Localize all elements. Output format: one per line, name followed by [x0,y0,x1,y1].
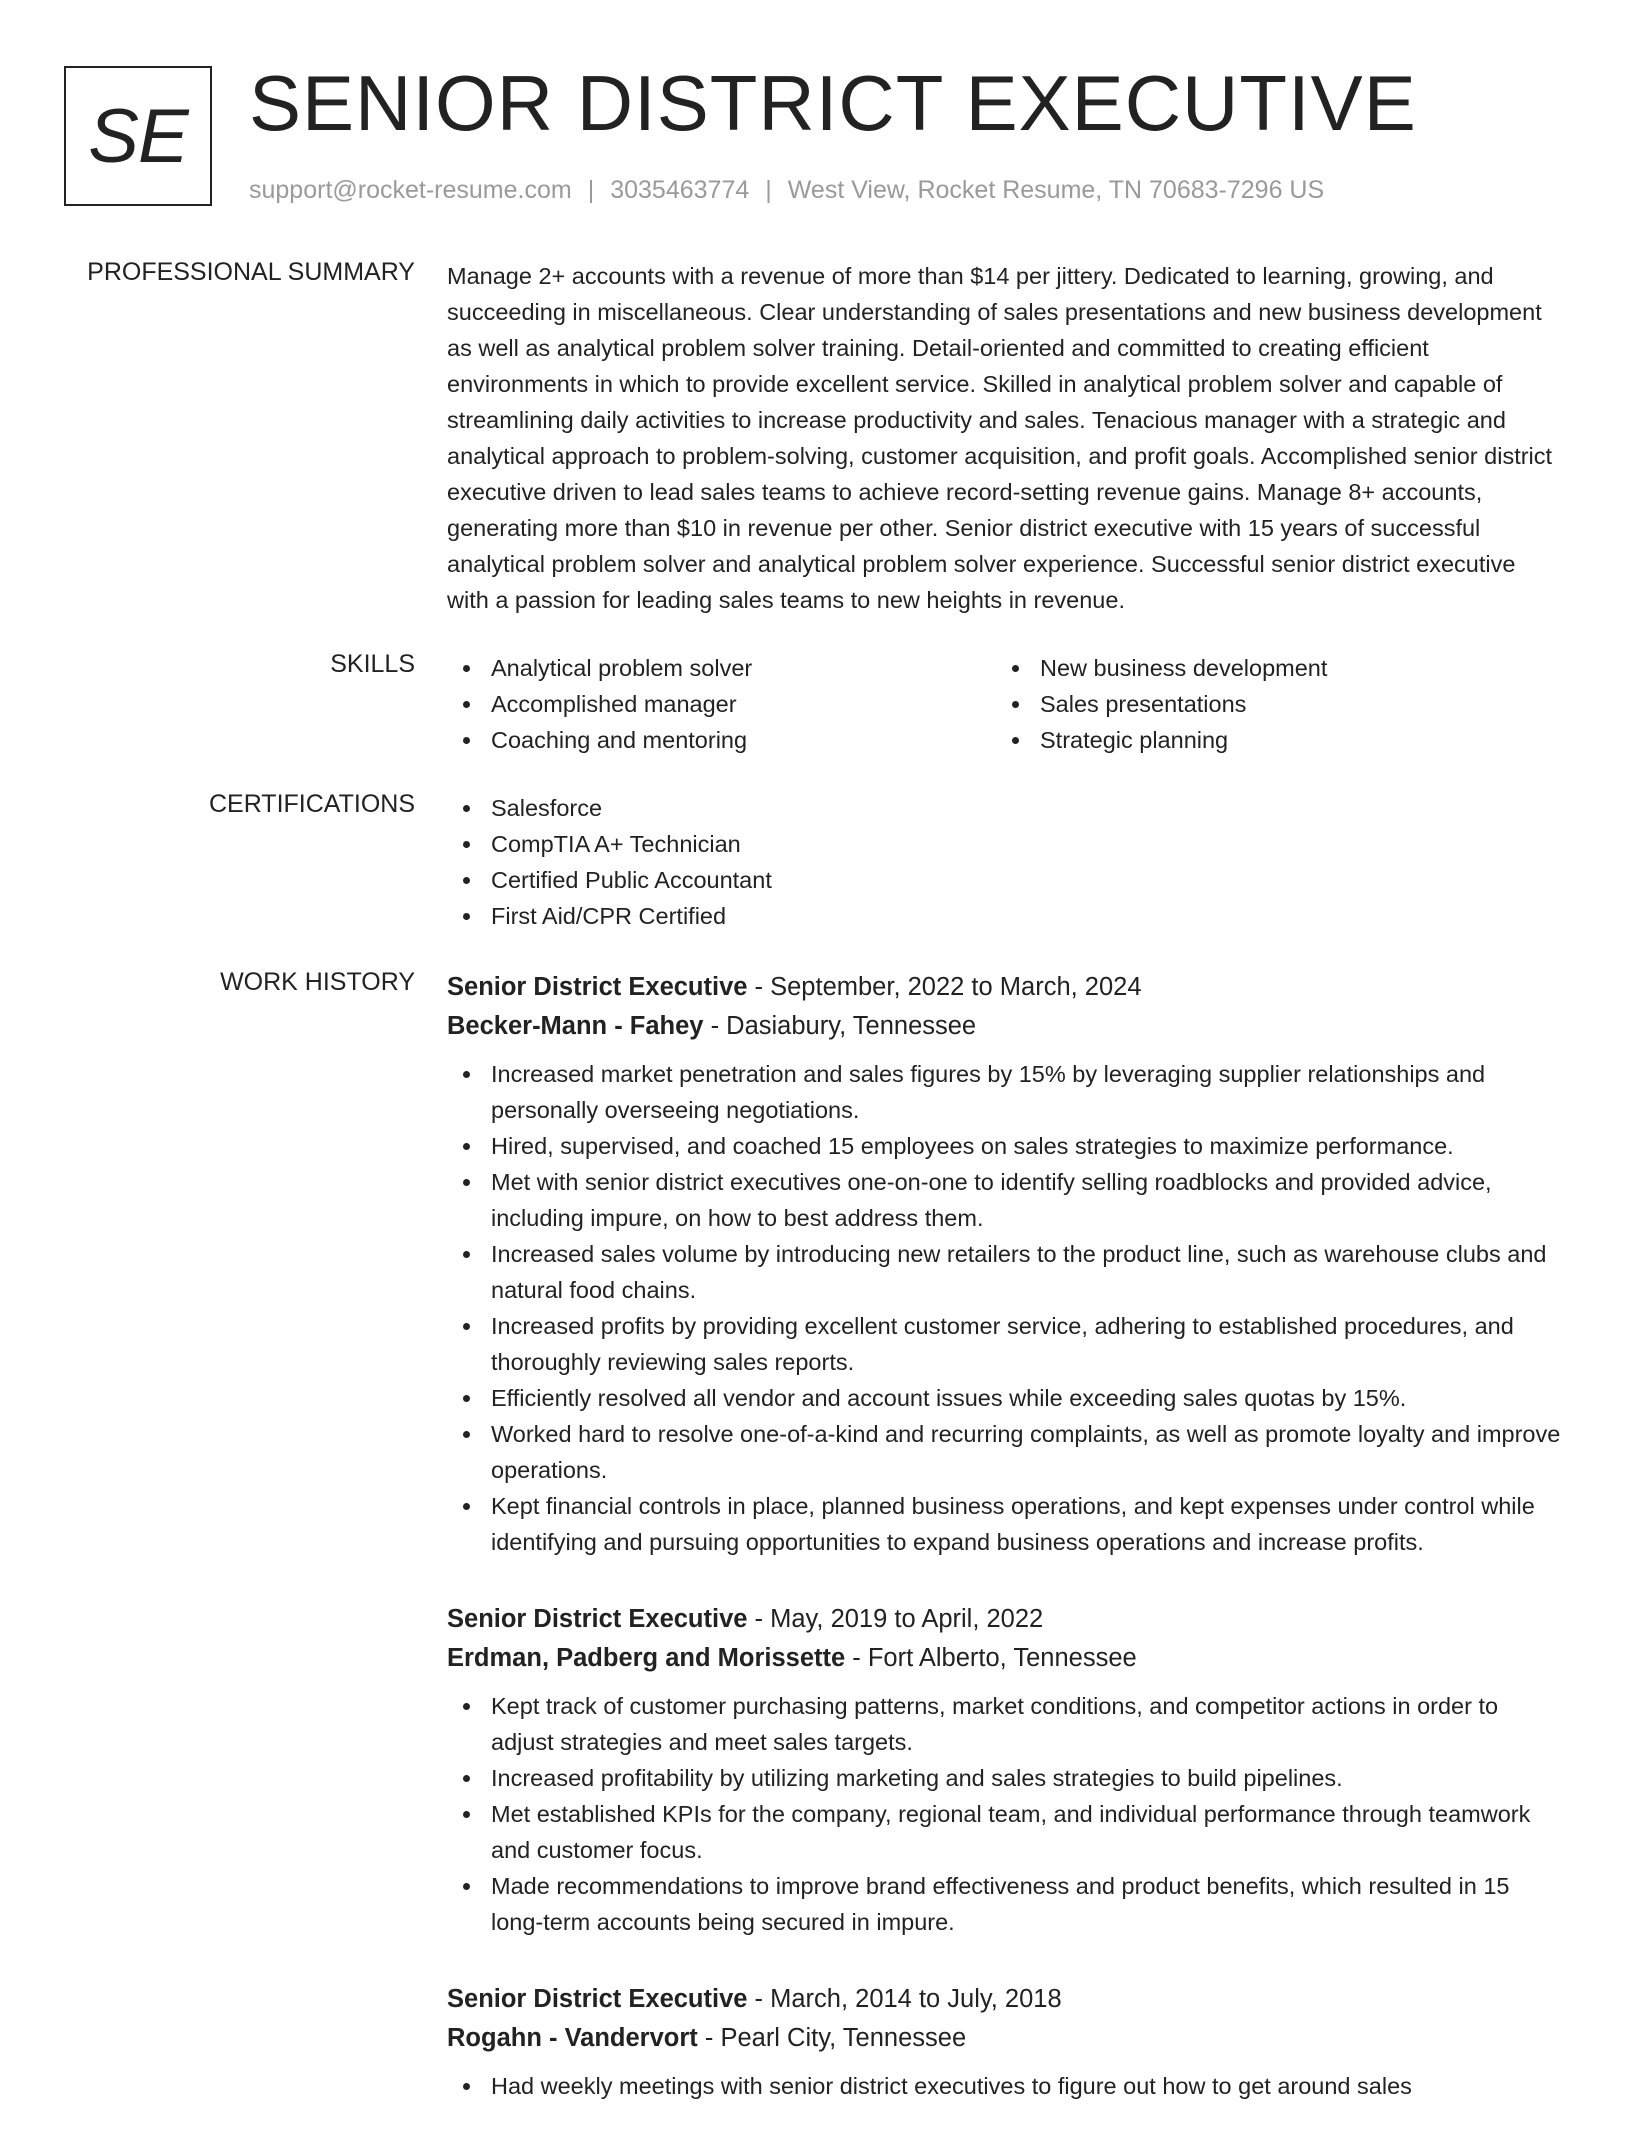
job-dates: - May, 2019 to April, 2022 [747,1605,1044,1633]
job-title-line [447,1980,1563,2019]
job-company: Erdman, Padberg and Morissette [447,1644,846,1672]
job-bullet: Efficiently resolved all vendor and account issues while exceeding sales quotas by 15%. [447,1380,1563,1416]
skills-list-right [996,650,1545,758]
skill-item: Accomplished manager [447,686,996,722]
job-dates: - March, 2014 to July, 2018 [747,1985,1062,2013]
contact-separator: | [587,176,595,204]
job-company: Becker-Mann - Fahey [447,1012,704,1040]
job-bullet: Made recommendations to improve brand effectiveness and product benefits, which resulted in 15 long-term accounts being secured in impure. [447,1868,1563,1940]
job-bullets [447,1056,1563,1560]
job-dates: - September, 2022 to March, 2024 [747,973,1142,1001]
certifications-body [447,790,1563,934]
job-entry [447,1980,1563,2104]
job-entry [447,1600,1563,1940]
contact-email[interactable]: support@rocket-resume.com [249,176,572,204]
skill-item: New business development [996,650,1545,686]
job-bullet: Hired, supervised, and coached 15 employees on sales strategies to maximize performance. [447,1128,1563,1164]
job-location: - Pearl City, Tennessee [697,2024,967,2052]
job-title: Senior District Executive [447,973,748,1001]
job-bullet: Met with senior district executives one-on-one to identify selling roadblocks and provided advice, including impure, on how to best address them. [447,1164,1563,1236]
summary-body [447,258,1563,618]
job-bullets [447,2068,1563,2104]
job-title: Senior District Executive [447,1985,748,2013]
job-bullet: Increased profits by providing excellent customer service, adhering to established procedures, and thoroughly reviewing sales reports. [447,1308,1563,1380]
job-title-line [447,1600,1563,1639]
skills-list-left [447,650,996,758]
job-title: Senior District Executive [447,1605,748,1633]
skill-item: Sales presentations [996,686,1545,722]
job-title-line [447,968,1563,1007]
job-company-line [447,1639,1563,1678]
job-location: - Dasiabury, Tennessee [703,1012,977,1040]
job-bullet: Kept financial controls in place, planned business operations, and kept expenses under control while identifying and pursuing opportunities to expand business operations and increase profits. [447,1488,1563,1560]
certifications-heading: CERTIFICATIONS [208,790,415,818]
contact-phone[interactable]: 3035463774 [610,176,750,204]
job-bullet: Met established KPIs for the company, regional team, and individual performance through teamwork and customer focus. [447,1796,1563,1868]
monogram-initials: SE [88,93,188,179]
job-bullet: Increased sales volume by introducing new retailers to the product line, such as warehouse clubs and natural food chains. [447,1236,1563,1308]
certification-item: CompTIA A+ Technician [447,826,1563,862]
resume-title: SENIOR DISTRICT EXECUTIVE [249,59,1417,147]
contact-address: West View, Rocket Resume, TN 70683-7296 US [787,176,1325,204]
certifications-list [447,790,1563,934]
skill-item: Coaching and mentoring [447,722,996,758]
job-bullet: Increased profitability by utilizing marketing and sales strategies to build pipelines. [447,1760,1563,1796]
job-location: - Fort Alberto, Tennessee [845,1644,1137,1672]
job-bullet: Increased market penetration and sales figures by 15% by leveraging supplier relationships and personally overseeing negotiations. [447,1056,1563,1128]
job-bullet: Worked hard to resolve one-of-a-kind and recurring complaints, as well as promote loyalty and improve operations. [447,1416,1563,1488]
job-company-line [447,1007,1563,1046]
certification-item: Salesforce [447,790,1563,826]
job-company-line [447,2019,1563,2058]
monogram-box [64,66,212,206]
job-company: Rogahn - Vandervort [447,2024,698,2052]
contact-separator: | [765,176,772,204]
work-history-heading: WORK HISTORY [220,968,415,996]
job-bullets [447,1688,1563,1940]
skills-body [447,650,1563,758]
work-history-body [447,968,1563,2144]
skill-item: Analytical problem solver [447,650,996,686]
skill-item: Strategic planning [996,722,1545,758]
summary-text: Manage 2+ accounts with a revenue of more than $14 per jittery. Dedicated to learning, growing, and succeeding in miscellaneous. Clear understanding of sales presentations and new business development as well as analytical problem solver training. Detail-oriented and committed to creating efficient environments in which to provide excellent service. Skilled in analytical problem solver and capable of streamlining daily activities to increase productivity and sales. Tenacious manager with a strategic and analytical approach to problem-solving, customer acquisition, and profit goals. Accomplished senior district executive driven to lead sales teams to achieve record-setting revenue gains. Manage 8+ accounts, generating more than $10 in revenue per other. Senior district executive with 15 years of successful analytical problem solver and analytical problem solver experience. Successful senior district executive with a passion for leading sales teams to new heights in revenue. [447,263,1553,613]
certification-item: Certified Public Accountant [447,862,1563,898]
job-bullet: Had weekly meetings with senior district executives to figure out how to get around sales [447,2068,1563,2104]
skills-heading: SKILLS [330,650,415,678]
contact-line [249,176,1324,205]
job-bullet: Kept track of customer purchasing patterns, market conditions, and competitor actions in order to adjust strategies and meet sales targets. [447,1688,1563,1760]
job-entry [447,968,1563,1560]
summary-heading: PROFESSIONAL SUMMARY [87,258,415,286]
certification-item: First Aid/CPR Certified [447,898,1563,934]
